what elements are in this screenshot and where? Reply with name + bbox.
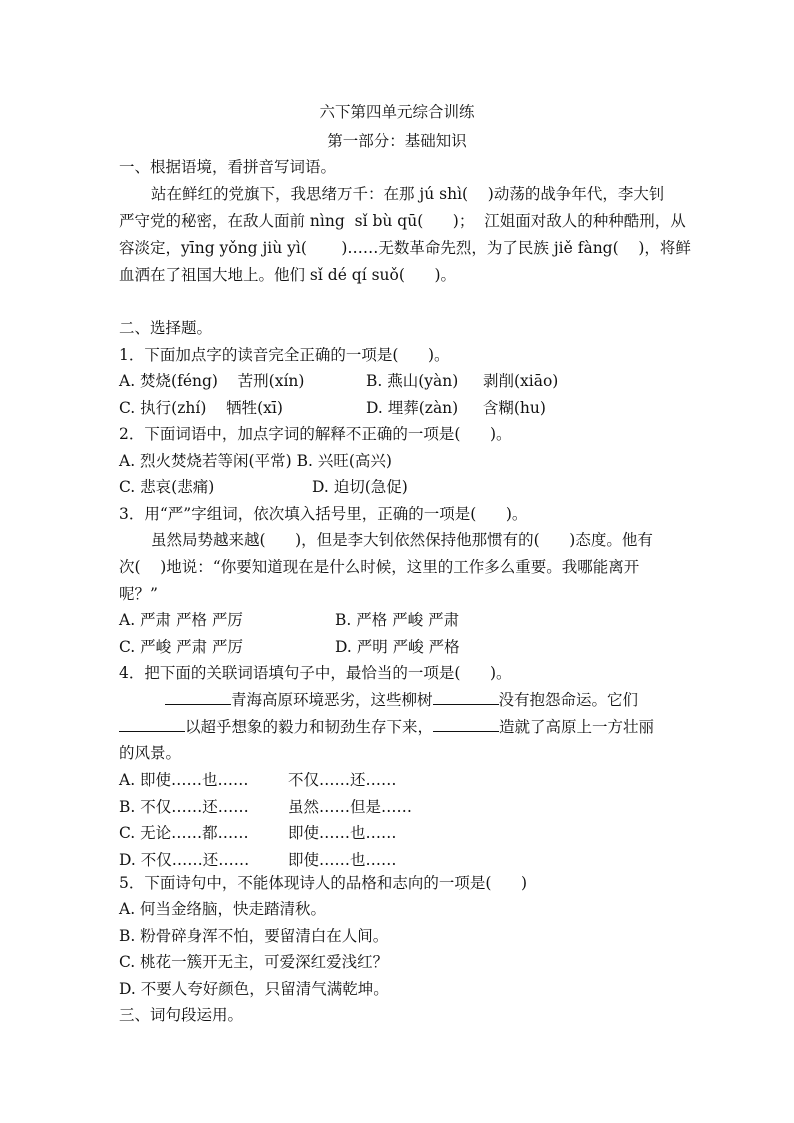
q1-option-b: B. 燕山(yàn) 剥削(xiāo) bbox=[366, 372, 559, 390]
q4-passage-line-1 bbox=[165, 690, 638, 710]
q2-option-d: D. 迫切(急促) bbox=[312, 478, 408, 496]
q1-option-d: D. 埋葬(zàn) 含糊(hu) bbox=[366, 399, 546, 417]
q4-option-b1: B. 不仅……还…… bbox=[119, 798, 249, 816]
q4-option-b2: 虽然……但是…… bbox=[288, 798, 413, 816]
q5-option-d: D. 不要人夸好颜色，只留清气满乾坤。 bbox=[119, 980, 389, 998]
section-3-heading: 三、词句段运用。 bbox=[119, 1006, 244, 1024]
q4-option-c2: 即使……也…… bbox=[288, 824, 397, 842]
q4-passage-line-2 bbox=[119, 717, 654, 737]
q3-passage-line-3: 呢？” bbox=[119, 585, 158, 603]
q3-passage-line-1: 虽然局势越来越( )，但是李大钊依然保持他那惯有的( )态度。他有 bbox=[151, 531, 653, 549]
q3-option-a: A. 严肃 严格 严厉 bbox=[119, 611, 243, 629]
fill-blank bbox=[119, 717, 185, 732]
section-1-line-2: 严守党的秘密，在敌人面前 nìng sǐ bù qū( )； 江姐面对敌人的种种酷刑，从 bbox=[119, 212, 686, 230]
section-1-line-4: 血洒在了祖国大地上。他们 sǐ dé qí suǒ( )。 bbox=[119, 266, 457, 284]
fill-blank bbox=[433, 690, 499, 705]
q4-stem: 4．把下面的关联词语填句子中，最恰当的一项是( )。 bbox=[119, 664, 512, 682]
section-1-line-1: 站在鲜红的党旗下，我思绪万千：在那 jú shì( )动荡的战争年代，李大钊 bbox=[151, 185, 665, 203]
q4-passage-text: 造就了高原上一方壮丽 bbox=[499, 718, 655, 736]
q4-passage-text: 青海高原环境恶劣，这些柳树 bbox=[231, 691, 433, 709]
q5-option-c: C. 桃花一簇开无主，可爱深红爱浅红？ bbox=[119, 953, 389, 971]
q5-stem: 5．下面诗句中，不能体现诗人的品格和志向的一项是( ) bbox=[119, 874, 528, 892]
section-2-heading: 二、选择题。 bbox=[119, 319, 213, 337]
q4-passage-text: 以超乎想象的毅力和韧劲生存下来， bbox=[185, 718, 434, 736]
q1-option-a: A. 焚烧(féng) 苦刑(xín) bbox=[119, 372, 305, 390]
q2-options-ab: A. 烈火焚烧若等闲(平常) B. 兴旺(高兴) bbox=[119, 452, 392, 470]
section-1-line-3: 容淡定，yīng yǒng jiù yì( )……无数革命先烈，为了民族 jiě fàng( )，将鲜 bbox=[119, 239, 691, 257]
q1-stem: 1．下面加点字的读音完全正确的一项是( )。 bbox=[119, 346, 450, 364]
q4-option-a2: 不仅……还…… bbox=[288, 771, 397, 789]
page-subtitle: 第一部分：基础知识 bbox=[327, 132, 467, 150]
fill-blank bbox=[165, 690, 231, 705]
q3-passage-line-2: 次( )地说：“你要知道现在是什么时候，这里的工作多么重要。我哪能离开 bbox=[119, 558, 640, 576]
q4-option-d2: 即使……也…… bbox=[288, 851, 397, 869]
q2-stem: 2．下面词语中，加点字词的解释不正确的一项是( )。 bbox=[119, 425, 512, 443]
q5-option-b: B. 粉骨碎身浑不怕，要留清白在人间。 bbox=[119, 927, 389, 945]
q3-option-b: B. 严格 严峻 严肃 bbox=[335, 611, 460, 629]
q4-option-d1: D. 不仅……还…… bbox=[119, 851, 250, 869]
q1-option-c: C. 执行(zhí) 牺牲(xī) bbox=[119, 399, 283, 417]
fill-blank bbox=[433, 717, 499, 732]
q4-passage-text: 没有抱怨命运。它们 bbox=[498, 691, 639, 709]
q4-passage-line-3: 的风景。 bbox=[119, 744, 182, 762]
q4-option-a1: A. 即使……也…… bbox=[119, 771, 249, 789]
page-title: 六下第四单元综合训练 bbox=[319, 103, 475, 121]
q2-option-c: C. 悲哀(悲痛) bbox=[119, 478, 215, 496]
q3-option-c: C. 严峻 严肃 严厉 bbox=[119, 638, 244, 656]
q3-option-d: D. 严明 严峻 严格 bbox=[335, 638, 460, 656]
q3-stem: 3．用“严”字组词，依次填入括号里，正确的一项是( )。 bbox=[119, 505, 528, 523]
q4-option-c1: C. 无论……都…… bbox=[119, 824, 249, 842]
q5-option-a: A. 何当金络脑，快走踏清秋。 bbox=[119, 900, 327, 918]
section-1-heading: 一、根据语境，看拼音写词语。 bbox=[119, 158, 337, 176]
